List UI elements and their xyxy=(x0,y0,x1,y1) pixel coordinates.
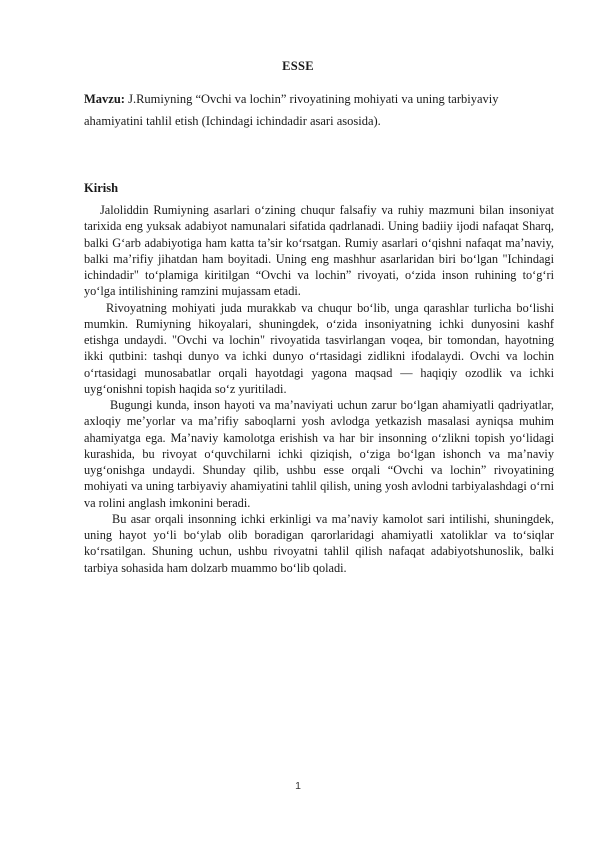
paragraph: Rivoyatning mohiyati juda murakkab va chuqur bo‘lib, unga qarashlar turlicha bo‘lishi mumkin. Rumiyning hikoyalari, shuningdek, o‘zida insoniyatning ichki dunyosini kashf etishga undaydi. "Ovchi va lochin" rivoyatida tasvirlangan voqea, bir tomondan, hayotning ikki qutbini: tashqi dunyo va ichki dunyo o‘rtasidagi zidlikni ifodalaydi. Ovchi va lochin o‘rtasidagi munosabatlar orqali hayotdagi yagona maqsad — haqiqiy ozodlik va ichki uyg‘onishni topish haqida so‘z yuritiladi. xyxy=(84,300,554,396)
topic-label: Mavzu: xyxy=(84,92,125,106)
paragraph: Jaloliddin Rumiyning asarlari o‘zining chuqur falsafiy va ruhiy mazmuni bilan insoniyat tarixida eng yuksak adabiyot namunalari sifatida qadrlanadi. Uning badiiy ijodi nafaqat Sharq, balki G‘arb adabiyotiga ham katta ta’sir ko‘rsatgan. Rumiy asarlari o‘qishni nafaqat ma’naviy, balki ma’rifiy jihatdan ham boyitadi. Uning eng mashhur asarlaridan biri bo‘lgan "Ichindagi ichindadir" to‘plamiga kiritilgan “Ovchi va lochin” rivoyati, o‘zida inson ruhining to‘g‘ri yo‘lga intilishining ramzini mujassam etadi. xyxy=(84,203,554,299)
body-text xyxy=(84,202,554,576)
paragraph: Bugungi kunda, inson hayoti va ma’naviyati uchun zarur bo‘lgan ahamiyatli qadriyatlar, axloqiy me’yorlar va ma’rifiy saboqlarni yosh avlodga yetkazish masalasi ayniqsa muhim ahamiyatga ega. Ma’naviy kamolotga erishish va har bir insonning o‘zlikni topish yo‘lidagi kurashida, bu rivoyat o‘quvchilarni ichki qiziqish, o‘ziga bo‘lgan ishonch va ma’naviy uyg‘onishga undaydi. Shunday qilib, ushbu esse orqali “Ovchi va lochin” rivoyatining mohiyati va uning tarbiyaviy ahamiyatini tahlil qilish, uning yosh avlodni tarbiyalashdagi o‘rni va rolini anglash imkonini beradi. xyxy=(84,398,554,510)
page-number: 1 xyxy=(295,780,301,792)
topic-line xyxy=(84,88,554,132)
topic-text: J.Rumiyning “Ovchi va lochin” rivoyatining mohiyati va uning tarbiyaviy ahamiyatini tahlil etish (Ichindagi ichindadir asari asosida). xyxy=(84,92,499,128)
section-heading: Kirish xyxy=(84,181,119,195)
paragraph: Bu asar orqali insonning ichki erkinligi va ma’naviy kamolot sari intilishi, shuningdek, uning hayot yo‘li bo‘ylab olib boradigan qarorlaridagi ahamiyatli xatoliklar va to‘siqlar ko‘rsatilgan. Shuning uchun, ushbu rivoyatni tahlil qilish nafaqat adabiyotshunoslik, balki tarbiya sohasida ham dolzarb muammo bo‘lib qoladi. xyxy=(84,511,554,575)
document-title: ESSE xyxy=(282,59,314,73)
